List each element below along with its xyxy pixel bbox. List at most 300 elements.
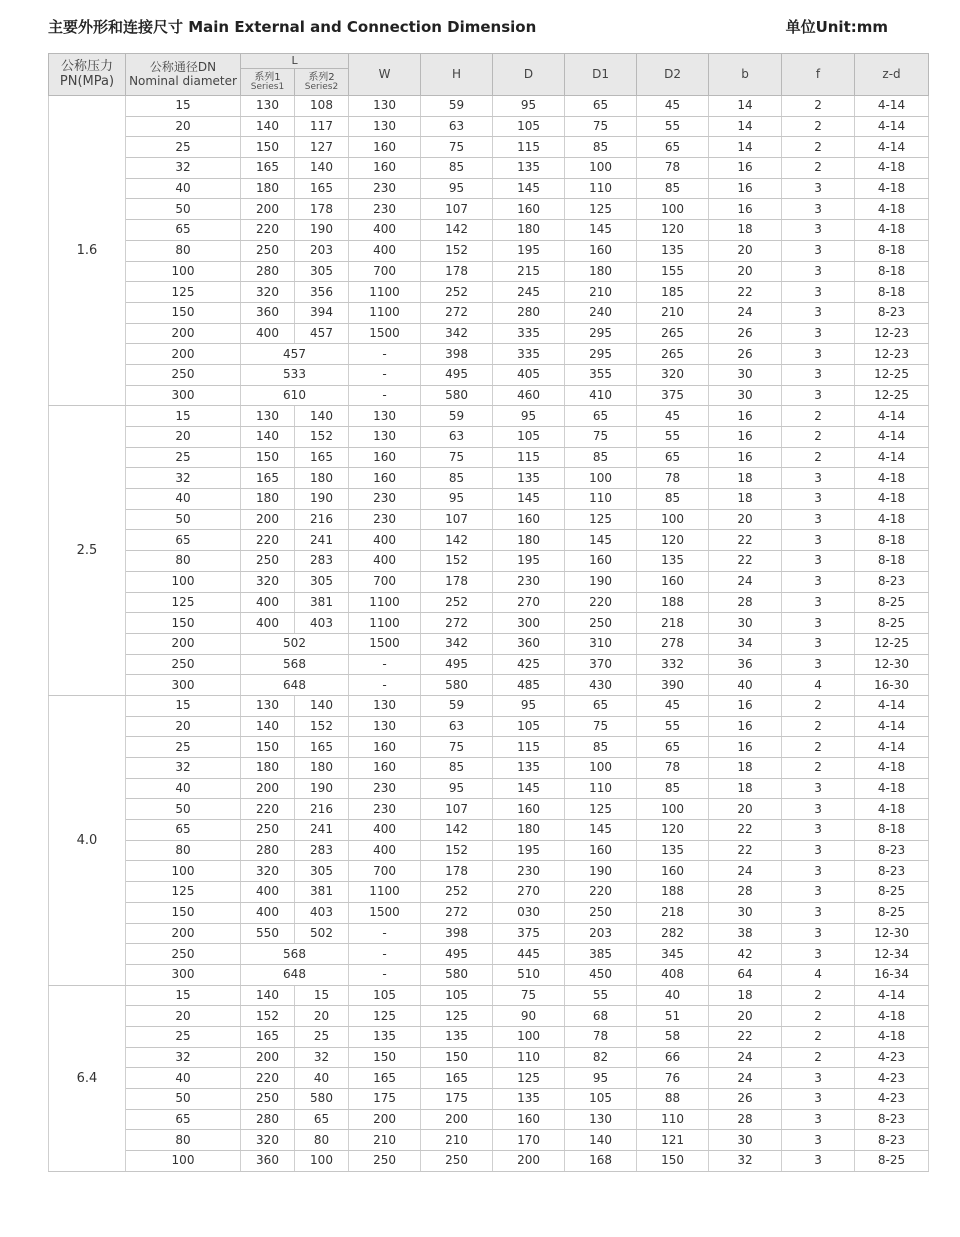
cell-h: 85 [421,468,493,489]
cell-f: 2 [782,137,855,158]
cell-w: - [349,944,421,965]
cell-d2: 120 [637,220,709,241]
cell-dn: 80 [126,551,241,572]
cell-zd: 4-18 [855,1026,929,1047]
header-series1-zh: 系列1 [254,71,281,83]
cell-series2: 117 [295,116,349,137]
cell-b: 26 [709,323,782,344]
cell-d2: 66 [637,1047,709,1068]
cell-series2: 32 [295,1047,349,1068]
cell-series1: 250 [241,1089,295,1110]
cell-w: 1100 [349,592,421,613]
cell-series2: 20 [295,1006,349,1027]
cell-h: 125 [421,1006,493,1027]
cell-series1: 610 [241,385,349,406]
cell-d2: 278 [637,633,709,654]
cell-b: 14 [709,116,782,137]
cell-d2: 408 [637,964,709,985]
cell-zd: 16-30 [855,675,929,696]
cell-d1: 110 [565,778,637,799]
cell-w: 400 [349,551,421,572]
cell-zd: 4-14 [855,427,929,448]
cell-series2: 381 [295,882,349,903]
cell-w: 200 [349,1109,421,1130]
cell-h: 178 [421,861,493,882]
cell-d2: 100 [637,199,709,220]
cell-d: 195 [493,551,565,572]
cell-d1: 310 [565,633,637,654]
cell-d: 135 [493,758,565,779]
cell-b: 16 [709,716,782,737]
cell-dn: 150 [126,302,241,323]
cell-h: 95 [421,489,493,510]
cell-w: 160 [349,468,421,489]
cell-w: 130 [349,406,421,427]
cell-d: 300 [493,613,565,634]
cell-d1: 110 [565,489,637,510]
cell-series2: 165 [295,737,349,758]
cell-d1: 65 [565,96,637,117]
cell-d2: 55 [637,716,709,737]
cell-f: 3 [782,220,855,241]
table-row [49,613,929,634]
cell-h: 107 [421,509,493,530]
cell-series1: 140 [241,716,295,737]
cell-b: 20 [709,509,782,530]
cell-f: 2 [782,96,855,117]
cell-d: 95 [493,406,565,427]
cell-d2: 65 [637,447,709,468]
table-row [49,96,929,117]
cell-h: 105 [421,985,493,1006]
cell-w: - [349,923,421,944]
cell-d: 160 [493,799,565,820]
cell-d1: 105 [565,1089,637,1110]
cell-d1: 145 [565,530,637,551]
cell-zd: 4-14 [855,737,929,758]
cell-d2: 100 [637,799,709,820]
header-dn-en: Nominal diameter [129,73,237,88]
cell-dn: 32 [126,1047,241,1068]
cell-dn: 250 [126,944,241,965]
cell-d1: 95 [565,1068,637,1089]
cell-series1: 140 [241,116,295,137]
cell-h: 75 [421,137,493,158]
cell-b: 14 [709,96,782,117]
cell-w: 230 [349,778,421,799]
cell-f: 3 [782,571,855,592]
cell-dn: 200 [126,923,241,944]
cell-zd: 8-18 [855,282,929,303]
cell-series1: 250 [241,240,295,261]
cell-h: 150 [421,1047,493,1068]
header-pn-en: PN(MPa) [59,73,115,89]
cell-series1: 220 [241,799,295,820]
cell-w: 230 [349,178,421,199]
table-row [49,758,929,779]
cell-d2: 51 [637,1006,709,1027]
cell-series1: 180 [241,178,295,199]
cell-d1: 190 [565,861,637,882]
cell-dn: 32 [126,468,241,489]
cell-d1: 250 [565,613,637,634]
cell-b: 28 [709,882,782,903]
table-row [49,509,929,530]
cell-dn: 40 [126,778,241,799]
cell-zd: 4-18 [855,489,929,510]
cell-series1: 400 [241,592,295,613]
cell-b: 22 [709,282,782,303]
cell-d1: 130 [565,1109,637,1130]
cell-series2: 394 [295,302,349,323]
cell-dn: 32 [126,158,241,179]
cell-series2: 15 [295,985,349,1006]
cell-series2: 283 [295,840,349,861]
cell-d2: 85 [637,489,709,510]
cell-zd: 8-25 [855,902,929,923]
cell-w: 400 [349,530,421,551]
cell-d2: 65 [637,137,709,158]
cell-d: 95 [493,96,565,117]
cell-d: 110 [493,1047,565,1068]
cell-d: 195 [493,240,565,261]
cell-d: 200 [493,1151,565,1172]
cell-d2: 110 [637,1109,709,1130]
cell-w: 165 [349,1068,421,1089]
cell-w: 400 [349,220,421,241]
cell-series2: 140 [295,406,349,427]
header-f: f [782,54,855,96]
cell-series2: 305 [295,861,349,882]
cell-dn: 125 [126,592,241,613]
cell-b: 30 [709,902,782,923]
cell-series2: 190 [295,220,349,241]
cell-dn: 300 [126,964,241,985]
cell-zd: 4-14 [855,716,929,737]
cell-h: 252 [421,592,493,613]
cell-b: 26 [709,344,782,365]
cell-w: 175 [349,1089,421,1110]
cell-f: 2 [782,1026,855,1047]
cell-d2: 188 [637,592,709,613]
cell-f: 3 [782,1130,855,1151]
cell-zd: 8-18 [855,820,929,841]
cell-b: 18 [709,778,782,799]
cell-series2: 108 [295,96,349,117]
cell-series1: 550 [241,923,295,944]
cell-zd: 8-18 [855,240,929,261]
cell-h: 59 [421,695,493,716]
cell-zd: 12-25 [855,385,929,406]
table-body [49,96,929,1172]
cell-d2: 120 [637,820,709,841]
cell-zd: 8-18 [855,530,929,551]
cell-dn: 20 [126,716,241,737]
cell-series1: 200 [241,778,295,799]
cell-b: 18 [709,468,782,489]
cell-series2: 127 [295,137,349,158]
cell-series1: 320 [241,282,295,303]
cell-series2: 403 [295,613,349,634]
cell-d: 135 [493,468,565,489]
cell-series1: 400 [241,882,295,903]
cell-d2: 160 [637,571,709,592]
cell-series2: 381 [295,592,349,613]
table-row [49,220,929,241]
cell-b: 18 [709,758,782,779]
cell-series2: 356 [295,282,349,303]
cell-h: 152 [421,551,493,572]
cell-series1: 360 [241,1151,295,1172]
cell-d: 335 [493,323,565,344]
cell-w: 1100 [349,282,421,303]
cell-zd: 4-14 [855,447,929,468]
cell-b: 22 [709,551,782,572]
cell-series1: 250 [241,820,295,841]
cell-d1: 295 [565,344,637,365]
cell-dn: 40 [126,489,241,510]
cell-dn: 65 [126,220,241,241]
cell-d2: 218 [637,613,709,634]
cell-w: - [349,364,421,385]
cell-d2: 282 [637,923,709,944]
cell-dn: 100 [126,1151,241,1172]
cell-w: 1500 [349,633,421,654]
cell-series2: 203 [295,240,349,261]
cell-h: 63 [421,716,493,737]
header-series2-en: Series2 [304,81,339,92]
cell-f: 2 [782,1047,855,1068]
table-row [49,737,929,758]
cell-f: 3 [782,654,855,675]
cell-h: 142 [421,530,493,551]
cell-zd: 8-23 [855,302,929,323]
pn-cell: 4.0 [49,695,126,985]
cell-d1: 65 [565,695,637,716]
cell-d: 360 [493,633,565,654]
cell-dn: 20 [126,116,241,137]
cell-d1: 125 [565,799,637,820]
header-series2-zh: 系列2 [308,71,335,83]
cell-d: 270 [493,882,565,903]
header-pn-zh: 公称压力 [60,59,113,75]
cell-dn: 250 [126,364,241,385]
cell-series1: 400 [241,902,295,923]
cell-d2: 135 [637,240,709,261]
cell-w: 1100 [349,882,421,903]
cell-f: 3 [782,778,855,799]
cell-f: 3 [782,820,855,841]
cell-f: 3 [782,199,855,220]
cell-d2: 185 [637,282,709,303]
cell-d: 335 [493,344,565,365]
cell-w: 400 [349,840,421,861]
page-title: 主要外形和连接尺寸 Main External and Connection Dimension [48,18,537,36]
cell-h: 210 [421,1130,493,1151]
cell-series2: 216 [295,799,349,820]
cell-b: 28 [709,592,782,613]
header-dn-zh: 公称通径DN [149,60,217,75]
cell-b: 20 [709,1006,782,1027]
table-row [49,882,929,903]
cell-b: 32 [709,1151,782,1172]
cell-b: 42 [709,944,782,965]
cell-series2: 305 [295,571,349,592]
cell-zd: 8-25 [855,613,929,634]
cell-f: 3 [782,489,855,510]
cell-zd: 8-25 [855,592,929,613]
cell-d: 485 [493,675,565,696]
cell-series1: 150 [241,447,295,468]
cell-dn: 50 [126,199,241,220]
cell-b: 16 [709,158,782,179]
cell-b: 18 [709,489,782,510]
cell-series1: 200 [241,199,295,220]
table-header [49,54,929,96]
cell-f: 3 [782,944,855,965]
cell-dn: 125 [126,882,241,903]
header-series1-en: Series1 [250,81,285,92]
cell-d1: 145 [565,220,637,241]
cell-series1: 150 [241,137,295,158]
cell-d1: 82 [565,1047,637,1068]
cell-series1: 180 [241,489,295,510]
cell-d1: 240 [565,302,637,323]
cell-w: 1100 [349,613,421,634]
cell-f: 3 [782,530,855,551]
cell-series2: 502 [295,923,349,944]
cell-d1: 75 [565,116,637,137]
cell-series2: 403 [295,902,349,923]
cell-series1: 140 [241,427,295,448]
cell-d: 100 [493,1026,565,1047]
cell-f: 3 [782,344,855,365]
cell-d: 425 [493,654,565,675]
cell-dn: 300 [126,385,241,406]
cell-d2: 320 [637,364,709,385]
cell-dn: 200 [126,633,241,654]
cell-series2: 152 [295,716,349,737]
cell-h: 63 [421,116,493,137]
cell-d1: 203 [565,923,637,944]
header-l: L [241,54,349,69]
cell-w: 700 [349,261,421,282]
dimension-table [48,53,929,1172]
cell-w: 160 [349,758,421,779]
cell-b: 24 [709,1068,782,1089]
cell-d2: 265 [637,323,709,344]
cell-zd: 8-18 [855,551,929,572]
cell-h: 398 [421,344,493,365]
header-series1 [241,69,295,96]
cell-series1: 220 [241,1068,295,1089]
table-row [49,695,929,716]
cell-series1: 130 [241,406,295,427]
cell-series2: 457 [295,323,349,344]
cell-f: 3 [782,385,855,406]
cell-w: - [349,675,421,696]
cell-d: 160 [493,509,565,530]
cell-b: 16 [709,199,782,220]
cell-series1: 320 [241,571,295,592]
cell-d1: 85 [565,737,637,758]
cell-w: - [349,385,421,406]
cell-zd: 4-18 [855,509,929,530]
cell-h: 142 [421,820,493,841]
cell-series1: 150 [241,737,295,758]
table-row [49,985,929,1006]
cell-series2: 580 [295,1089,349,1110]
table-row [49,468,929,489]
cell-w: 230 [349,509,421,530]
cell-d: 195 [493,840,565,861]
cell-h: 85 [421,158,493,179]
cell-series1: 220 [241,530,295,551]
cell-f: 3 [782,468,855,489]
cell-dn: 200 [126,344,241,365]
cell-w: 1100 [349,302,421,323]
cell-series1: 152 [241,1006,295,1027]
cell-d2: 78 [637,758,709,779]
cell-w: 130 [349,96,421,117]
cell-h: 175 [421,1089,493,1110]
cell-zd: 4-14 [855,695,929,716]
table-row [49,551,929,572]
cell-d2: 155 [637,261,709,282]
cell-w: 250 [349,1151,421,1172]
cell-dn: 15 [126,96,241,117]
table-row [49,571,929,592]
cell-h: 152 [421,840,493,861]
cell-f: 3 [782,302,855,323]
cell-zd: 4-18 [855,178,929,199]
cell-d: 375 [493,923,565,944]
cell-series2: 190 [295,778,349,799]
cell-d2: 65 [637,737,709,758]
table-row [49,427,929,448]
cell-d1: 140 [565,1130,637,1151]
cell-dn: 100 [126,861,241,882]
cell-series2: 178 [295,199,349,220]
cell-b: 16 [709,406,782,427]
cell-d: 180 [493,530,565,551]
table-row [49,1026,929,1047]
cell-d2: 265 [637,344,709,365]
cell-dn: 125 [126,282,241,303]
cell-b: 40 [709,675,782,696]
cell-d2: 78 [637,468,709,489]
cell-d1: 370 [565,654,637,675]
cell-d2: 345 [637,944,709,965]
cell-d1: 160 [565,240,637,261]
cell-d1: 160 [565,840,637,861]
cell-d: 105 [493,427,565,448]
cell-series2: 180 [295,468,349,489]
cell-series2: 180 [295,758,349,779]
cell-zd: 4-18 [855,220,929,241]
cell-b: 16 [709,178,782,199]
cell-f: 3 [782,923,855,944]
cell-d1: 125 [565,509,637,530]
cell-d2: 78 [637,158,709,179]
cell-d2: 188 [637,882,709,903]
cell-h: 152 [421,240,493,261]
cell-f: 4 [782,675,855,696]
cell-d1: 160 [565,551,637,572]
header-zd: z-d [855,54,929,96]
cell-d2: 390 [637,675,709,696]
cell-b: 24 [709,302,782,323]
